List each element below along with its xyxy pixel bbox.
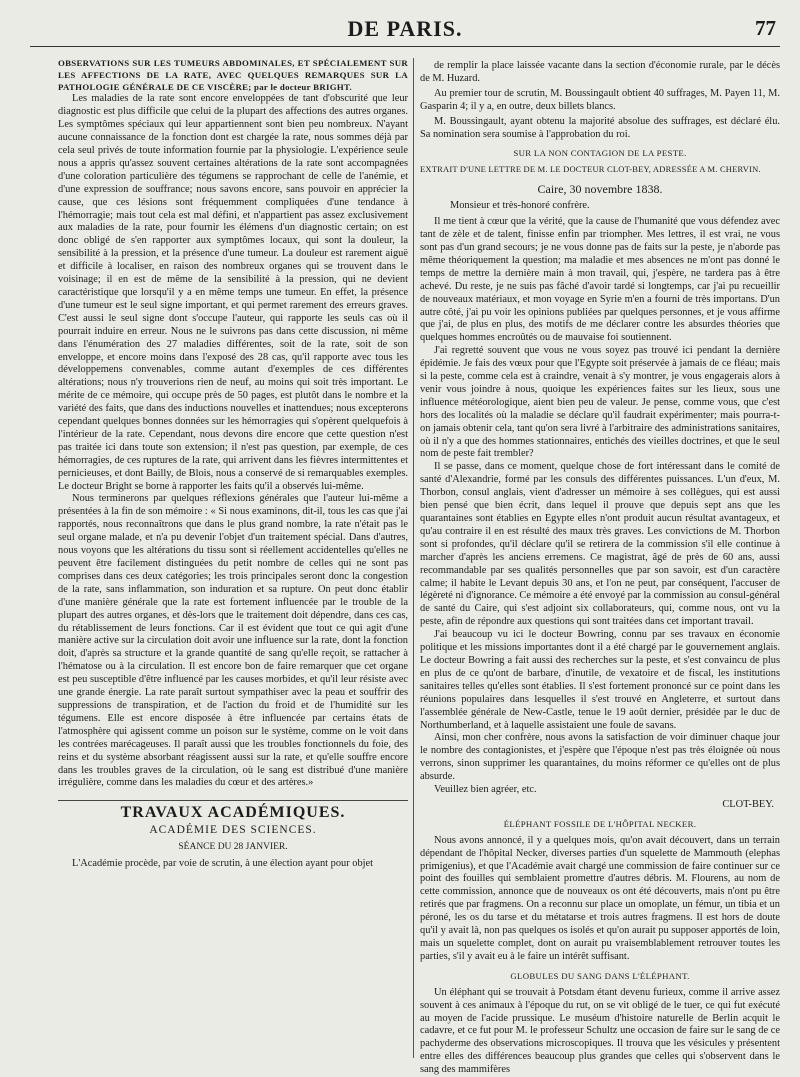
elephant-paragraph: Nous avons annoncé, il y a quelques mois, qu'on avait découvert, dans un terrain dépendant de l'hôpital Necker, diverses parties d'un squelette de Mammouth (elephas primigenius), et que l'Académie avait chargé une commission de faire continuer sur ce point des fouilles qui semblaient promettre d'autres débris. M. Flourens, au nom de cette commission, annonce que de nouveaux os ont été découverts, mais n'ont pu être retirés que par fragmens. On a reconnu sur place un omoplate, un fémur, un tibia et un péroné, les os du tarse et du métatarse et trois autres fragmens. Il est hors de doute qu'il y avait là, non pas quelques os isolés et qu'on aurait pu supposer apportés de loin, mais un squelette complet, dont on aurait pu vraisemblablement retrouver toutes les parties, s'il y avait eu à le faire un intérêt suffisant. (420, 834, 780, 962)
academy-name: ACADÉMIE DES SCIENCES. (149, 824, 317, 837)
letter-paragraph-5: Ainsi, mon cher confrère, nous avons la satisfaction de voir diminuer chaque jour le nombre des contagionistes, et j'espère que l'époque n'est pas très éloignée où nous verrons, sinon supprimer les quarantaines, du moins réformer ce qu'elles ont de plus absurde. (420, 732, 780, 783)
letter-paragraph-2: J'ai regretté souvent que vous ne vous soyez pas trouvé ici pendant la dernière épidémie. Je fais des vœux pour que l'Egypte soit préservée à jamais de ce fléau; mais si la peste, comme cela est à craindre, venait à s'y montrer, je vous engagerais alors à venir vous joindre à nous, quoique les expériences faites sur les lieux, sous une influence météorologique, aient bien peu de valeur. Je pense, comme vous, que c'est hors des localités où la maladie se déclare qu'il faudrait expérimenter; mais pourra-t-on jamais obtenir cela, tant qu'on sera livré à l'arbitraire des administrations sanitaires, où il n'y a que des hommes stationnaires, entichés des vieilles doctrines, et que le seul nom de peste fait trembler? (420, 345, 780, 460)
article-paragraph-2: Nous terminerons par quelques réflexions générales que l'auteur lui-même a présentées à la fin de son mémoire : « Si nous examinons, dit-il, tous les cas que j'ai rapportés, nous reconnaîtrons que dans le plus grand nombre, la rate n'était pas le seul organe malade, et n'a pu devenir l'objet d'un traitement spécial. Dans d'autres, nous voyons que les altérations du tissu sont si réellement accidentelles qu'elles ne peuvent être facilement distinguées du petit nombre de celles qui ne sont pas comprises dans ces deux catégories; les trois principales seront donc la congestion de la rate, sans inflammation, son induration et sa rupture. On peut donc établir d'une manière générale que la rate est fortement influencée par le trouble de la plupart des autres organes, et dès-lors que le traitement doit dépendre, dans ces cas, du rétablissement de leurs fonctions. Car il est évident que tout ce qui agit d'une manière active sur la circulation doit avoir une influence sur la rate, dont la fonction doit, d'après sa structure et la grande quantité de sang qu'elle reçoit, se rattacher à l'hématose ou à la circulation. Il est encore bon de faire remarquer que cet organe est peu susceptible d'être influencé par les causes morbides, et qu'il leur résiste avec une grande énergie. La rate paraît surtout sympathiser avec la peau et souffrir des suppressions de transpiration, et de l'action du froid et de l'humidité sur les tégumens. Elle est encore disposée à être influencée par certains états de l'atmosphère qui agissent comme un poison sur le système, comme on le voit dans les contrées marécageuses. Il paraît aussi que les troubles fonctionnels du foie, des reins et du système absorbant réagissent aussi sur la rate, et qu'elle souffre encore dans les troubles graves de la circulation, où le sang est distribué d'une manière irrégulière, comme dans les maladies du cœur et des artères.» (58, 493, 408, 789)
letter-salutation: Monsieur et très-honoré confrère. (450, 200, 590, 212)
section-title: TRAVAUX ACADÉMIQUES. (58, 800, 408, 820)
column-divider (413, 58, 414, 1058)
letter-signature: CLOT-BEY. (722, 798, 774, 810)
continuation-paragraph-2: Au premier tour de scrutin, M. Boussingault obtient 40 suffrages, M. Payen 11, M. Gasparin 4; il y a, en outre, deux billets blancs. (420, 87, 780, 112)
page-header (30, 16, 780, 47)
letter-paragraph-6: Veuillez bien agréer, etc. (434, 784, 537, 796)
page-number: 77 (755, 16, 776, 40)
academy-paragraph: L'Académie procède, par voie de scrutin, à une élection ayant pour objet (72, 858, 374, 870)
continuation-paragraph-3: M. Boussingault, ayant obtenu la majorité absolue des suffrages, est déclaré élu. Sa nomination sera soumise à l'approbation du roi. (420, 115, 780, 140)
letter-dateline: Caire, 30 novembre 1838. (537, 182, 663, 197)
letter-paragraph-1: Il me tient à cœur que la vérité, que la cause de l'humanité que vous défendez avec tant de zèle et de talent, finisse enfin par triompher. Mes lettres, il est vrai, ne vous sont pas d'un grand secours; je ne vous donne pas de faits sur la peste, je n'aborde pas même théoriquement la question; ma maladie et mes absences ne m'ont pas donné le temps de mettre la dernière main à mon travail, qui, j'espère, ne tardera pas à être achevé. Du reste, je ne suis pas fâché d'avoir tardé si longtemps, car j'ai pu recueillir de nouveaux matériaux, et mon voyage en Syrie m'en a fourni de très importans. D'un autre côté, j'ai pu voir les opinions publiées par quelques personnes, et je vous affirme que j'ai, de plus en plus, des motifs de me déclarer contre les absurdes théories que quelques hommes encroûtés ou de mauvaise foi soutiennent. (420, 216, 780, 344)
letter-paragraph-4: J'ai beaucoup vu ici le docteur Bowring, connu par ses travaux en économie politique et les missions importantes dont il a été chargé par le gouvernement anglais. Le docteur Bowring a fait aussi des recherches sur la peste, et s'est convaincu de plus en plus de ce qu'ont de barbare, d'inutile, de vexatoire et de fiscal, les institutions sanitaires telles qu'elles sont établies. Il s'est fortement prononcé sur ce point dans les réunions populaires dans lesquelles il s'est trouvé en Angleterre, et surtout dans l'assemblée générale de New-Castle, tenue le 19 août dernier, présidée par le duc de Northumberland, et à laquelle assistaient une foule de savans. (420, 629, 780, 731)
elephant-heading: ÉLÉPHANT FOSSILE DE L'HÔPITAL NECKER. (503, 818, 697, 829)
plague-heading: SUR LA NON CONTAGION DE LA PESTE. (513, 148, 687, 159)
plague-subtitle: EXTRAIT D'UNE LETTRE DE M. LE DOCTEUR CLOT-BEY, ADRESSÉE A M. CHERVIN. (420, 164, 761, 175)
left-column (58, 58, 408, 1062)
right-column (420, 58, 780, 1076)
session-date: SÉANCE DU 28 JANVIER. (178, 842, 288, 853)
article-heading: OBSERVATIONS SUR LES TUMEURS ABDOMINALES, ET SPÉCIALEMENT SUR LES AFFECTIONS DE LA RATE, AVEC QUELQUES REMARQUES SUR LA PATHOLOGIE GÉNÉRALE DE CE VISCÈRE; par le docteur BRIGHT. (58, 58, 408, 92)
globules-heading: GLOBULES DU SANG DANS L'ÉLÉPHANT. (510, 970, 690, 981)
letter-paragraph-3: Il se passe, dans ce moment, quelque chose de fort intéressant dans le comité de santé d'Alexandrie, formé par les consuls des différentes puissances. L'un d'eux, M. Thorbon, consul anglais, vient d'adresser un mémoire à ses collègues, qui est aussi bien pensé que bien écrit, dans lequel il prouve que depuis sept ans que les quarantaines sont établies en Egypte elles n'ont produit aucun résultat avantageux, et qu'au contraire il en est résulté des maux très graves. Les convictions de M. Thorbon sont si profondes, qu'il déclare qu'il se retirera de la commission s'il elle continue à marcher d'après les anciens erremens. Ce magistrat, âgé de près de 60 ans, aussi recommandable par ses qualités personnelles que par son savoir, est d'un caractère calme; il habite le Levant depuis 30 ans, et l'on ne peut, par conséquent, l'accuser de légèreté ni d'ignorance. Ce mémoire a été envoyé par la commission au consul-général de santé du Caire, qui s'est adjoint six collaborateurs, qui, comme nous, ont vu la peste, afin de répondre aux questions qui sont traitées dans cet important travail. (420, 461, 780, 628)
running-title: DE PARIS. (347, 16, 463, 41)
article-paragraph-1: Les maladies de la rate sont encore enveloppées de tant d'obscurité que leur diagnostic est plus difficile que celui de la plupart des affections des autres organes. Les symptômes spéciaux qui leur appartiennent sont bien peu nombreux. N'ayant aucune connaissance de la fonction dont est chargée la rate, nous sommes déjà par cela seul privés de toute information fournie par la physiologie. L'expérience seule nous a appris qu'assez souvent certaines altérations de la rate sont accompagnées d'une coloration particulière des tégumens se rapprochant de celle de l'anémie, et d'une expression de souffrance; nous savons encore, sans pouvoir en apprécier la cause, que ces lésions sont fréquemment compliquées d'une tendance à l'hémorragie; mais tout cela est mal défini, et n'appartient pas assez exclusivement aux maladies de la rate, pour fournir les élémens d'un diagnostic certain; on est donc obligé de s'en rapporter aux symptômes locaux, qui sont la douleur, la sensibilité à la pression, et la présence d'une tumeur. La douleur est rarement aiguë et difficile à localiser, en raison des nombreux organes qui se trouvent dans le voisinage; il en est de même de la sensibilité à la pression, qui ne devient caractéristique que lorsqu'il y a en même temps une tumeur. En effet, la présence d'une tumeur est le seul signe important, et qui permet rarement des erreurs graves. C'est aussi le seul signe dont s'occupe l'auteur, qui rapporte les seuls cas où il pourrait induire en erreur. Nous ne le suivrons pas dans cette discussion, ni même dans l'énumération des 27 maladies différentes, soit de la rate, soit de son enveloppe, et encore moins dans l'exposé des 28 cas, qu'il rapporte avec tous les développemens convenables, comme autant d'exemples de ces différentes altérations; nous n'y trouverions rien de neuf, au moins qui soit très important. Le mérite de ce mémoire, qui occupe près de 50 pages, est plutôt dans le nombre et la variété des faits, que dans des inductions nouvelles et inattendues; nous excepterons cependant quelques bonnes données sur les hémorragies qui s'opèrent quelquefois à l'intérieur de la rate. Cependant, nous devons dire encore que cette question n'est pas traitée ici dans toute son extension; il n'est pas question, par exemple, de ces hémorragies, de ces ruptures de la rate, qui arrivent dans les fièvres intermittentes et pernicieuses, et dont Bailly, de Blois, nous a conservé de si remarquables exemples. Le docteur Bright se borne à rapporter les faits qu'il a observés lui-même. (58, 93, 408, 492)
globules-paragraph: Un éléphant qui se trouvait à Potsdam étant devenu furieux, comme il arrive assez souvent à ces animaux à l'époque du rut, on se vit obligé de le tuer, ce qui fut exécuté au moyen de l'acide prussique. Le muséum d'histoire naturelle de Berlin acquit le cadavre, et ce fut pour M. le professeur Schultz une occasion de faire sur le sang de ce pachyderme des observations microscopiques. Il trouva que les vésicules y présentent entre elles des différences beaucoup plus grandes que celles qui s'observent dans le sang des mammifères (420, 986, 780, 1076)
continuation-paragraph-1: de remplir la place laissée vacante dans la section d'économie rurale, par le décès de M. Huzard. (420, 60, 780, 84)
